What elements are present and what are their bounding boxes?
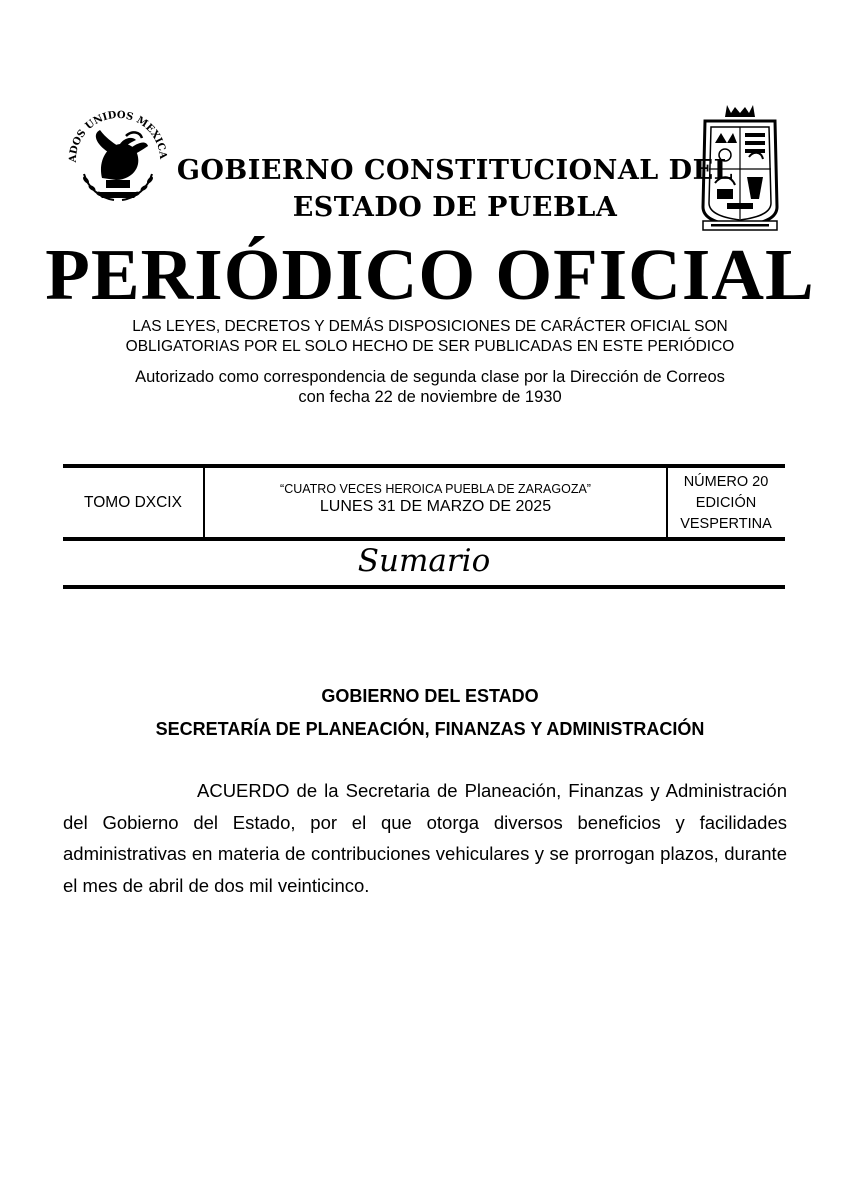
- legal-notice-line-2: OBLIGATORIAS POR EL SOLO HECHO DE SER PUBLICADAS EN ESTE PERIÓDICO: [125, 338, 735, 355]
- authorization-line-2: con fecha 22 de noviembre de 1930: [298, 388, 562, 406]
- agreement-entry: ACUERDO de la Secretaria de Planeación, Finanzas y Administración del Gobierno del Estado, por el que otorga diversos beneficios y facilidades administrativas en materia de contribuciones vehiculares y se prorrogan plazos, durante el mes de abril de dos mil veinticinco.: [63, 780, 787, 896]
- summary-heading: Sumario: [357, 543, 491, 579]
- section-government: GOBIERNO DEL ESTADO: [321, 686, 539, 706]
- publication-title: PERIÓDICO OFICIAL: [45, 234, 815, 315]
- legal-notice-line-1: LAS LEYES, DECRETOS Y DEMÁS DISPOSICIONES DE CARÁCTER OFICIAL SON: [132, 318, 728, 335]
- summary-rule: [63, 585, 785, 589]
- section-secretariat: SECRETARÍA DE PLANEACIÓN, FINANZAS Y ADMINISTRACIÓN: [155, 719, 705, 739]
- issue-number: NÚMERO 20: [683, 474, 769, 490]
- city-motto: “CUATRO VECES HEROICA PUEBLA DE ZARAGOZA”: [280, 482, 591, 496]
- government-line-2: ESTADO DE PUEBLA: [292, 192, 618, 223]
- edition-type: VESPERTINA: [680, 516, 772, 532]
- authorization-line-1: Autorizado como correspondencia de segunda clase por la Dirección de Correos: [135, 368, 725, 386]
- tomo-label: TOMO DXCIX: [84, 494, 182, 511]
- issue-date: LUNES 31 DE MARZO DE 2025: [319, 498, 552, 515]
- table-bottom-rule: [63, 537, 785, 541]
- svg-text:ESTADOS UNIDOS MEXICANOS: ADOS UNIDOS MEXICA: [67, 109, 169, 163]
- government-line-1: GOBIERNO CONSTITUCIONAL DEL: [176, 155, 734, 186]
- table-top-rule: [63, 464, 785, 468]
- issue-number-block: [668, 472, 784, 535]
- edition-label: EDICIÓN: [695, 495, 757, 511]
